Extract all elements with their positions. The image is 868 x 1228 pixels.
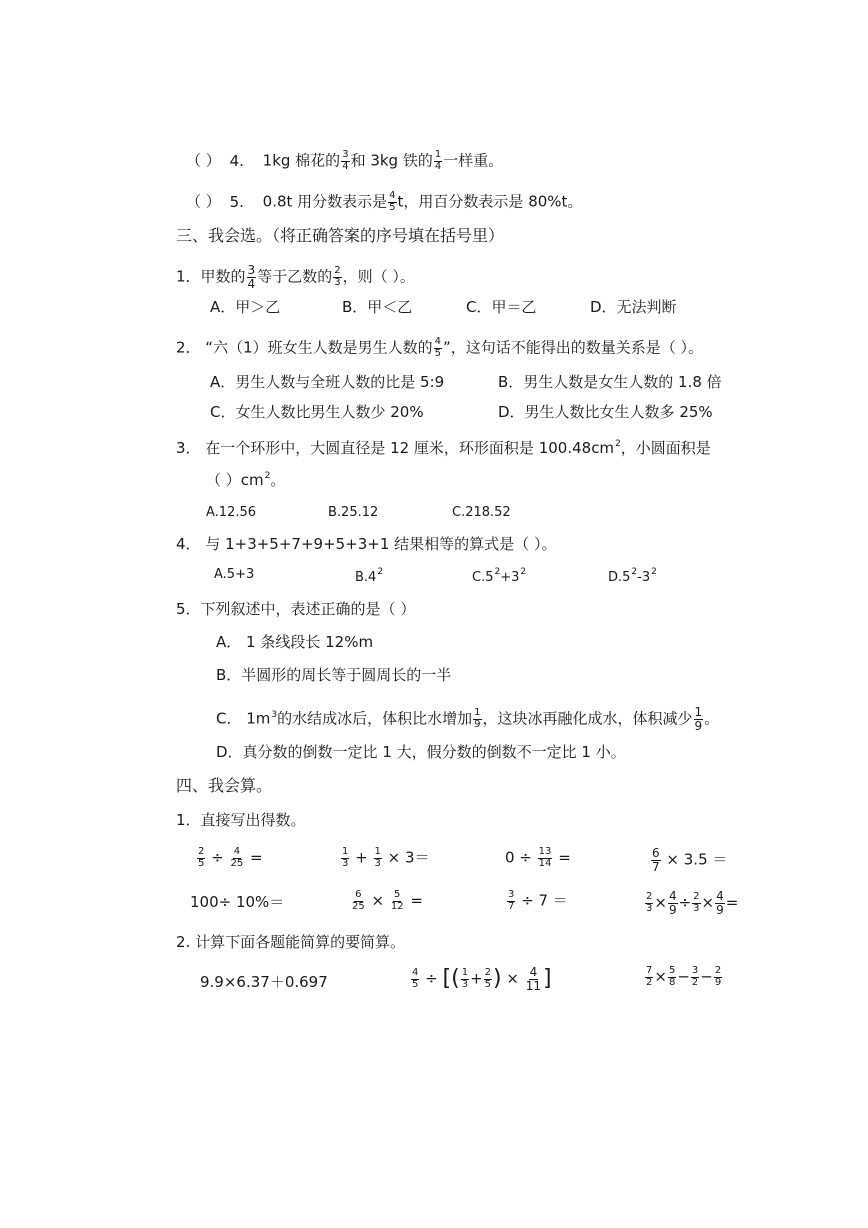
option-c[interactable]: $C.5^2+3^2$ [472, 567, 527, 585]
fraction: $\frac{4}{25}$ [230, 846, 244, 869]
fraction: $\frac{1}{9}$ [474, 707, 481, 730]
option-c[interactable]: C.218.52 [452, 505, 511, 520]
fraction: $\frac{4}{5}$ [412, 967, 419, 990]
option-d[interactable]: $D.5^2-3^2$ [608, 567, 657, 585]
option-d[interactable]: D．真分数的倒数一定比 1 大，假分数的倒数不一定比 1 小。 [216, 743, 626, 761]
simplify-item-2: $\frac{4}{5}$ ÷ [( $\frac{1}{3}$ + $\frac{2}{5}$ ) × $\frac{4}{11}$ ] [412, 965, 552, 993]
part-1-title: 1．直接写出得数。 [176, 811, 306, 829]
answer-blank[interactable]: （ ）cm [206, 471, 264, 489]
option-b[interactable]: B.25.12 [328, 505, 379, 520]
simplify-item-1: 9.9×6.37＋0.697 [200, 973, 328, 991]
fraction: $\frac{2}{5}$ [198, 846, 205, 869]
option-d[interactable]: D．男生人数比女生人数多 25% [498, 403, 713, 421]
mc-question-5: 5．下列叙述中，表述正确的是（ ） [176, 600, 416, 618]
calc-item-4: $\frac{6}{7}$ × 3.5 ＝ [652, 846, 728, 874]
answer-blank[interactable]: （ ） [186, 151, 221, 170]
fraction: $\frac{2}{3}$ [646, 891, 653, 914]
mc-question-3: 3． 在一个环形中，大圆直径是 12 厘米，环形面积是 $100.48cm^2$，小圆面积是 [176, 439, 711, 457]
option-b[interactable]: B．男生人数是女生人数的 1.8 倍 [498, 373, 722, 391]
fraction: $\frac{1}{3}$ [461, 967, 469, 990]
fraction: $\frac{3}{2}$ [691, 965, 699, 988]
calc-item-8: $\frac{2}{3}$ × $\frac{4}{9}$ ÷ $\frac{2}{3}$ × $\frac{4}{9}$ = [646, 889, 739, 917]
fraction: $\frac{3}{4}$ [342, 149, 349, 172]
fraction: $\frac{3}{7}$ [508, 889, 515, 912]
simplify-item-3: $\frac{7}{2}$ × $\frac{5}{8}$ − $\frac{3}{2}$ − $\frac{2}{9}$ [646, 965, 722, 988]
mc-question-1: 1．甲数的 $\frac{3}{4}$ 等于乙数的 $\frac{2}{3}$ ，则（ ）。 [176, 263, 415, 291]
fraction: $\frac{4}{9}$ [668, 889, 677, 917]
fraction: $\frac{2}{9}$ [714, 965, 722, 988]
option-c[interactable]: C．甲＝乙 [466, 298, 537, 316]
option-b[interactable]: $B.4^2$ [355, 567, 384, 585]
fraction: $\frac{5}{12}$ [390, 889, 404, 912]
calc-item-5: 100÷ 10%＝ [190, 893, 285, 911]
fraction: $\frac{4}{5}$ [434, 336, 442, 359]
option-c[interactable]: C．女生人数比男生人数少 20% [210, 403, 424, 421]
tf-question-5: （ ） 5. 0.8t 用分数表示是 $\frac{4}{5}$ t，用百分数表示是 80%t。 [186, 190, 583, 213]
fraction: $\frac{1}{3}$ [342, 846, 349, 869]
option-c[interactable]: C． $1m^3$的水结成冰后，体积比水增加 $\frac{1}{9}$ ，这块冰再融化成水，体积减少 $\frac{1}{9}$ 。 [216, 705, 720, 733]
option-b[interactable]: B．半圆形的周长等于圆周长的一半 [216, 666, 452, 684]
tf-question-4: （ ） 4. 1kg 棉花的 $\frac{3}{4}$ 和 3kg 铁的 $\frac{1}{4}$ 一样重。 [186, 149, 504, 172]
part-2-title: 2. 计算下面各题能简算的要简算。 [176, 933, 406, 951]
mc-question-2: 2． “六（1）班女生人数是男生人数的 $\frac{4}{5}$ ”，这句话不能得出的数量关系是（ ）。 [176, 336, 704, 359]
fraction: $\frac{7}{2}$ [646, 965, 653, 988]
fraction: $\frac{2}{3}$ [334, 265, 341, 288]
calc-item-1: $\frac{2}{5}$ ÷ $\frac{4}{25}$ = [198, 846, 263, 869]
fraction: $\frac{3}{4}$ [247, 263, 256, 291]
section-4-title: 四、我会算。 [176, 776, 273, 795]
calc-item-3: 0 ÷ $\frac{13}{14}$ = [505, 846, 571, 869]
fraction: $\frac{1}{9}$ [694, 705, 703, 733]
calc-item-6: $\frac{6}{25}$ × $\frac{5}{12}$ = [352, 889, 423, 912]
mc-question-3-cont: （ ）$cm^2$。 [206, 471, 286, 489]
answer-blank[interactable]: （ ） [186, 192, 221, 211]
fraction: $\frac{1}{3}$ [374, 846, 381, 869]
option-a[interactable]: A． 1 条线段长 12%m [216, 633, 374, 651]
option-a[interactable]: A.5+3 [214, 567, 255, 582]
fraction: $\frac{2}{5}$ [484, 967, 492, 990]
fraction: $\frac{6}{7}$ [652, 846, 660, 874]
fraction: $\frac{6}{25}$ [352, 889, 365, 912]
option-d[interactable]: D．无法判断 [590, 298, 677, 316]
fraction: $\frac{4}{11}$ [525, 965, 542, 993]
calc-item-2: $\frac{1}{3}$ + $\frac{1}{3}$ × 3＝ [342, 846, 430, 869]
option-a[interactable]: A.12.56 [206, 505, 257, 520]
option-a[interactable]: A．甲＞乙 [210, 298, 281, 316]
mc-question-4: 4． 与 1+3+5+7+9+5+3+1 结果相等的算式是（ ）。 [176, 535, 557, 553]
option-b[interactable]: B．甲＜乙 [342, 298, 413, 316]
section-3-title: 三、我会选。（将正确答案的序号填在括号里） [176, 226, 505, 245]
calc-item-7: $\frac{3}{7}$ ÷ 7 ＝ [508, 889, 568, 912]
fraction: $\frac{13}{14}$ [538, 846, 552, 869]
option-a[interactable]: A．男生人数与全班人数的比是 5:9 [210, 373, 445, 391]
fraction: $\frac{4}{5}$ [389, 190, 396, 213]
fraction: $\frac{4}{9}$ [716, 889, 724, 917]
fraction: $\frac{2}{3}$ [693, 891, 700, 914]
fraction: $\frac{5}{8}$ [668, 965, 676, 988]
fraction: $\frac{1}{4}$ [434, 149, 442, 172]
